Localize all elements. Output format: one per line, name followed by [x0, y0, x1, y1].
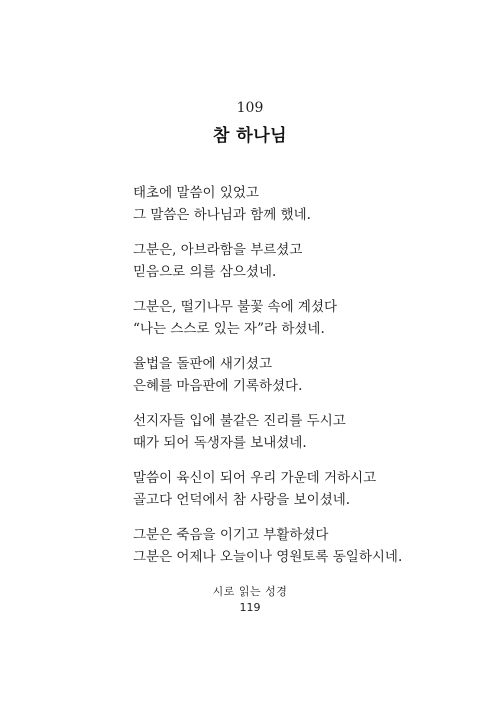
poem-line: 그 말씀은 하나님과 함께 했네. — [133, 207, 311, 223]
poem-line: “나는 스스로 있는 자”라 하셨네. — [133, 321, 325, 337]
poem-number: 109 — [236, 100, 264, 116]
poem-line: 때가 되어 독생자를 보내셨네. — [133, 435, 307, 451]
stanza-2 — [133, 239, 473, 283]
poem-line: 은혜를 마음판에 기록하셨다. — [133, 378, 303, 394]
poem-line: 말씀이 육신이 되어 우리 가운데 거하시고 — [133, 470, 377, 486]
stanza-6 — [133, 467, 473, 511]
stanza-7 — [133, 524, 473, 568]
poem-line: 그분은, 아브라함을 부르셨고 — [133, 242, 303, 258]
poem-line: 그분은 죽음을 이기고 부활하셨다 — [133, 527, 329, 543]
poem-title: 참 하나님 — [212, 126, 288, 146]
poem-line: 태초에 말씀이 있었고 — [133, 185, 259, 201]
poem-line: 믿음으로 의를 삼으셨네. — [133, 264, 277, 280]
stanza-1 — [133, 182, 473, 226]
poem-line: 율법을 돌판에 새기셨고 — [133, 356, 272, 372]
poem-line: 선지자들 입에 불같은 진리를 두시고 — [133, 413, 346, 429]
poem-line: 그분은 어제나 오늘이나 영원토록 동일하시네. — [133, 549, 403, 565]
poem-body — [133, 182, 473, 581]
poem-line: 골고다 언덕에서 참 사랑을 보이셨네. — [133, 492, 351, 508]
book-title: 시로 읽는 성경 — [212, 585, 288, 598]
stanza-4 — [133, 353, 473, 397]
page-number: 119 — [239, 601, 261, 614]
page-footer — [0, 584, 500, 616]
stanza-5 — [133, 410, 473, 454]
poem-line: 그분은, 떨기나무 불꽃 속에 계셨다 — [133, 299, 338, 315]
stanza-3 — [133, 296, 473, 340]
